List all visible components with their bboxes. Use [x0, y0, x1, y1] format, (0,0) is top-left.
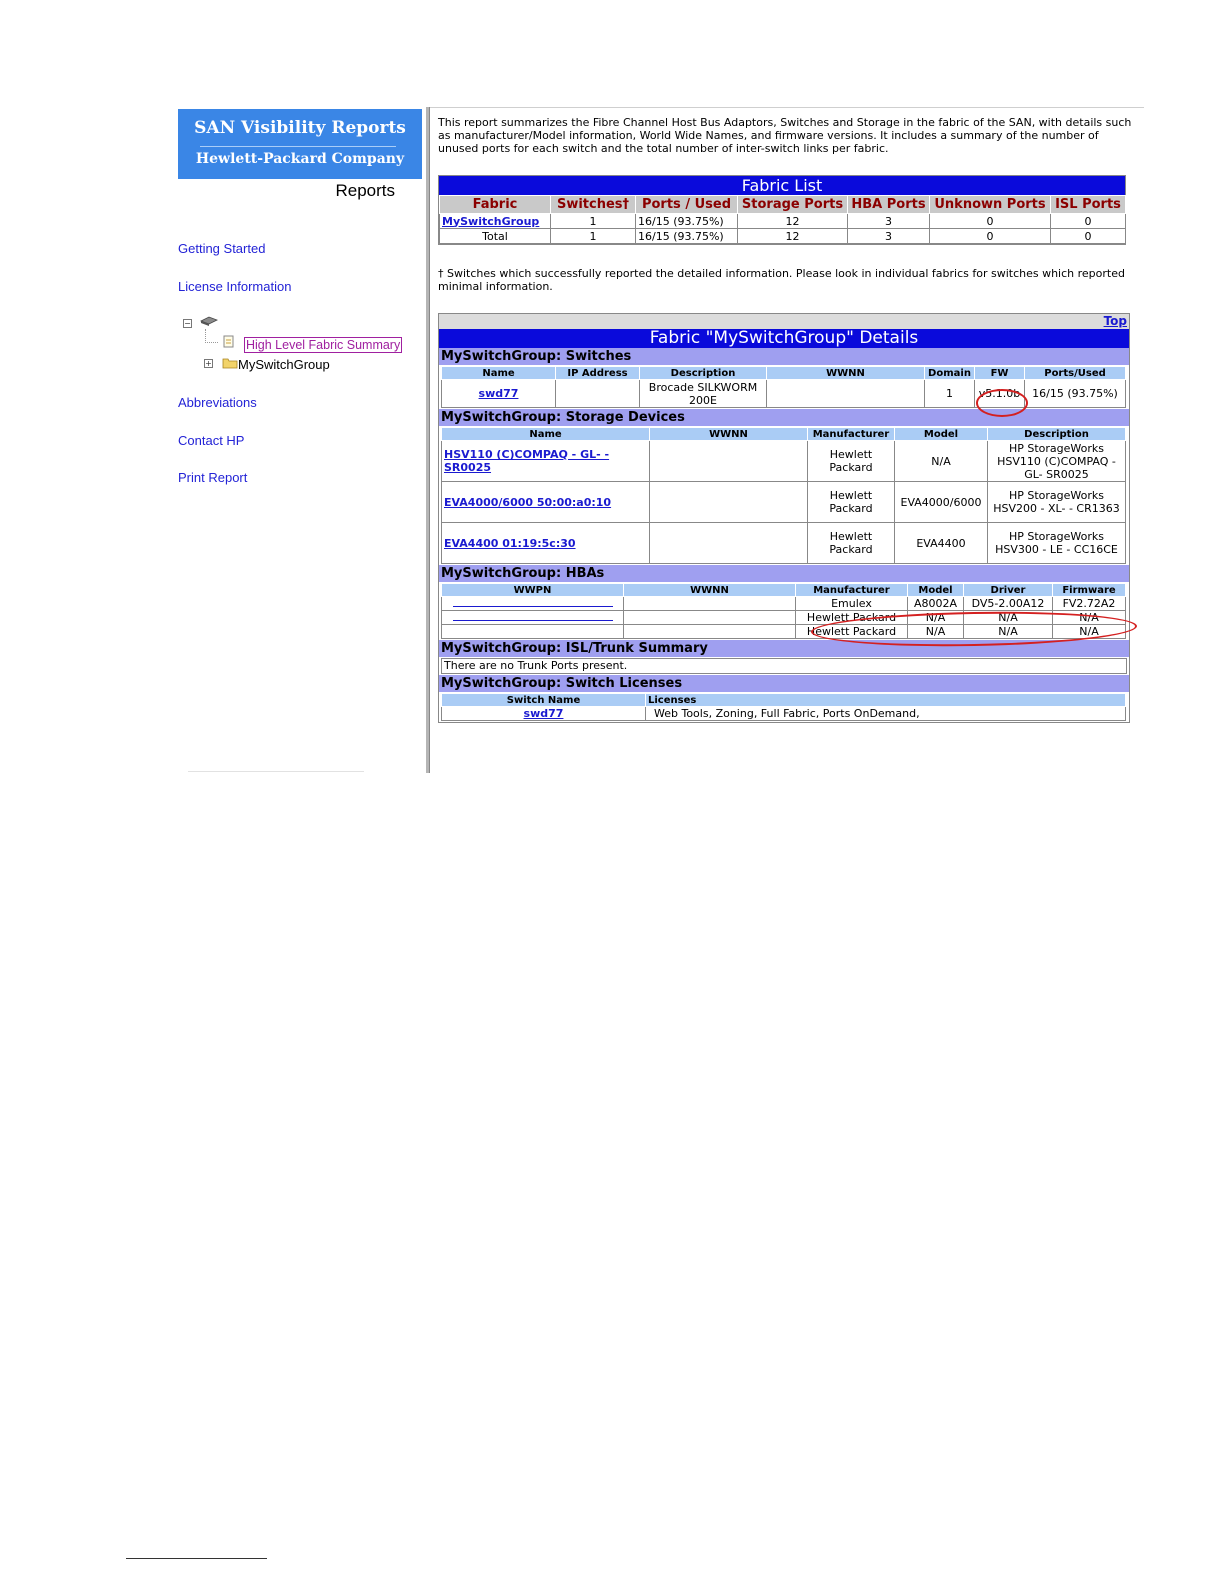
license-switch-link-swd77[interactable]: swd77: [523, 707, 564, 720]
col-isl-ports: ISL Ports: [1051, 196, 1126, 214]
cell: N/A: [1053, 611, 1126, 625]
col-firmware: Firmware: [1053, 584, 1126, 597]
footnote-rule: [126, 1558, 267, 1559]
tree-item-myswitchgroup[interactable]: MySwitchGroup: [238, 357, 330, 372]
col-driver: Driver: [964, 584, 1053, 597]
storage-table: [441, 427, 1126, 564]
cell: 1: [551, 214, 636, 229]
print-report-link[interactable]: Print Report: [178, 470, 248, 485]
cell: [624, 611, 796, 625]
cell: Hewlett Packard: [808, 441, 895, 482]
cell: 1: [551, 229, 636, 244]
cell: N/A: [908, 611, 964, 625]
cell: Hewlett Packard: [796, 625, 908, 639]
cell: Hewlett Packard: [808, 482, 895, 523]
cell-description: [640, 380, 767, 408]
cell: N/A: [964, 625, 1053, 639]
col-switches: Switches†: [551, 196, 636, 214]
cell: 3: [848, 214, 930, 229]
table-row: [442, 441, 1126, 482]
col-ports-used: Ports / Used: [636, 196, 738, 214]
redacted-wwpn-link[interactable]: [453, 612, 613, 621]
storage-link[interactable]: HSV110 (C)COMPAQ - GL- - SR0025: [444, 448, 610, 474]
top-bar: [439, 314, 1129, 329]
col-wwnn: WWNN: [650, 428, 808, 441]
table-row: [440, 214, 1126, 229]
hbas-section-header: MySwitchGroup: HBAs: [439, 565, 1129, 582]
table-row: [442, 625, 1126, 639]
col-wwnn: WWNN: [767, 367, 925, 380]
col-ip-address: IP Address: [556, 367, 640, 380]
footnote: † Switches which successfully reported the detailed information. Please look in individual fabrics for switches which reported minimal information.: [438, 267, 1125, 293]
desc-line: 200E: [689, 393, 717, 407]
cell: N/A: [908, 625, 964, 639]
cell: FV2.72A2: [1053, 597, 1126, 611]
col-name: Name: [442, 428, 650, 441]
col-description: Description: [640, 367, 767, 380]
cell: 16/15 (93.75%): [636, 214, 738, 229]
cell: HP StorageWorks HSV110 (C)COMPAQ - GL- SR0025: [988, 441, 1126, 482]
table-row: [442, 611, 1126, 625]
fabric-link-myswitchgroup[interactable]: MySwitchGroup: [442, 214, 540, 228]
table-row: [442, 707, 1126, 721]
cell: 1: [925, 380, 975, 408]
cell: A8002A: [908, 597, 964, 611]
pane-divider[interactable]: [426, 107, 430, 773]
getting-started-link[interactable]: Getting Started: [178, 241, 266, 256]
redacted-wwpn-link[interactable]: [453, 598, 613, 607]
table-row: [442, 597, 1126, 611]
report-banner: [178, 109, 422, 179]
cell: 0: [930, 214, 1051, 229]
cell-fw: v5.1.0b: [975, 380, 1025, 408]
isl-message: There are no Trunk Ports present.: [441, 658, 1127, 674]
col-description: Description: [988, 428, 1126, 441]
storage-section-header: MySwitchGroup: Storage Devices: [439, 409, 1129, 426]
san-device-icon: [200, 316, 218, 326]
expand-icon[interactable]: +: [205, 359, 212, 368]
fabric-list-title: Fabric List: [439, 176, 1125, 195]
cell: HP StorageWorks HSV300 - LE - CC16CE: [988, 523, 1126, 564]
screenshot: [176, 107, 1144, 773]
fabric-details-panel: [438, 313, 1130, 723]
cell: [650, 482, 808, 523]
folder-icon: [222, 357, 238, 369]
banner-divider: [200, 146, 396, 147]
cell: [442, 625, 624, 639]
cell: N/A: [895, 441, 988, 482]
col-fw: FW: [975, 367, 1025, 380]
licenses-table: [441, 693, 1126, 721]
tree-item-high-level-fabric-summary[interactable]: High Level Fabric Summary: [246, 338, 401, 352]
isl-section-header: MySwitchGroup: ISL/Trunk Summary: [439, 640, 1129, 657]
switch-link-swd77[interactable]: swd77: [478, 387, 519, 400]
cell: 16/15 (93.75%): [636, 229, 738, 244]
cell: EVA4000/6000: [895, 482, 988, 523]
licenses-section-header: MySwitchGroup: Switch Licenses: [439, 675, 1129, 692]
col-name: Name: [442, 367, 556, 380]
banner-subtitle: Hewlett-Packard Company: [195, 151, 405, 167]
cell: [556, 380, 640, 408]
col-model: Model: [895, 428, 988, 441]
cell: N/A: [1053, 625, 1126, 639]
col-unknown-ports: Unknown Ports: [930, 196, 1051, 214]
cell: 0: [1051, 214, 1126, 229]
contact-hp-link[interactable]: Contact HP: [178, 433, 245, 448]
cell: Total: [440, 229, 551, 244]
intro-paragraph: This report summarizes the Fibre Channel Host Bus Adaptors, Switches and Storage in the fabric of the SAN, with details such as manufacturer/Model information, World Wide Names, and firmware versions. It includes a summary of the number of unused ports for each switch and the total number of inter-switch links per fabric.: [438, 116, 1132, 155]
report-content: [438, 107, 1144, 773]
cell: [650, 523, 808, 564]
cell: 16/15 (93.75%): [1025, 380, 1126, 408]
cell[interactable]: [442, 597, 624, 611]
cell: EVA4400: [895, 523, 988, 564]
cell: HP StorageWorks HSV200 - XL- - CR1363: [988, 482, 1126, 523]
col-hba-ports: HBA Ports: [848, 196, 930, 214]
abbreviations-link[interactable]: Abbreviations: [178, 395, 257, 410]
fabric-details-title: Fabric "MySwitchGroup" Details: [439, 329, 1129, 348]
col-domain: Domain: [925, 367, 975, 380]
col-wwpn: WWPN: [442, 584, 624, 597]
cell: [650, 441, 808, 482]
tree-connector: [205, 329, 218, 343]
table-row: [442, 380, 1126, 408]
cell: 12: [738, 214, 848, 229]
cell: [767, 380, 925, 408]
col-manufacturer: Manufacturer: [796, 584, 908, 597]
license-information-link[interactable]: License Information: [178, 279, 292, 294]
cell: 0: [1051, 229, 1126, 244]
col-switch-name: Switch Name: [442, 694, 646, 707]
col-licenses: Licenses: [646, 694, 1126, 707]
col-wwnn: WWNN: [624, 584, 796, 597]
banner-title: SAN Visibility Reports: [194, 118, 406, 138]
col-manufacturer: Manufacturer: [808, 428, 895, 441]
cell[interactable]: [442, 611, 624, 625]
cell: Web Tools, Zoning, Full Fabric, Ports OnDemand,: [646, 707, 1126, 721]
table-row-total: [440, 229, 1126, 244]
collapse-icon[interactable]: −: [184, 319, 191, 328]
cell: [624, 625, 796, 639]
reports-heading: Reports: [335, 181, 395, 200]
cell: DV5-2.00A12: [964, 597, 1053, 611]
cell: Hewlett Packard: [808, 523, 895, 564]
col-fabric: Fabric: [440, 196, 551, 214]
bottom-separator: [188, 771, 364, 772]
hbas-table: [441, 583, 1126, 639]
cell: [624, 597, 796, 611]
col-model: Model: [908, 584, 964, 597]
top-link[interactable]: Top: [1103, 314, 1127, 328]
table-row: [442, 482, 1126, 523]
switches-section-header: MySwitchGroup: Switches: [439, 348, 1129, 365]
report-page-icon: [223, 335, 235, 348]
cell: Hewlett Packard: [796, 611, 908, 625]
cell: Emulex: [796, 597, 908, 611]
cell: 3: [848, 229, 930, 244]
table-row: [442, 523, 1126, 564]
switches-table: [441, 366, 1126, 408]
cell: N/A: [964, 611, 1053, 625]
fabric-list-table: [438, 175, 1126, 245]
storage-link[interactable]: EVA4400 01:19:5c:30: [444, 536, 576, 550]
left-navigation-pane: [176, 107, 424, 773]
storage-link[interactable]: EVA4000/6000 50:00:a0:10: [444, 495, 612, 509]
cell: 0: [930, 229, 1051, 244]
cell: 12: [738, 229, 848, 244]
col-storage-ports: Storage Ports: [738, 196, 848, 214]
col-ports-used: Ports/Used: [1025, 367, 1126, 380]
desc-line: Brocade SILKWORM: [648, 380, 758, 394]
